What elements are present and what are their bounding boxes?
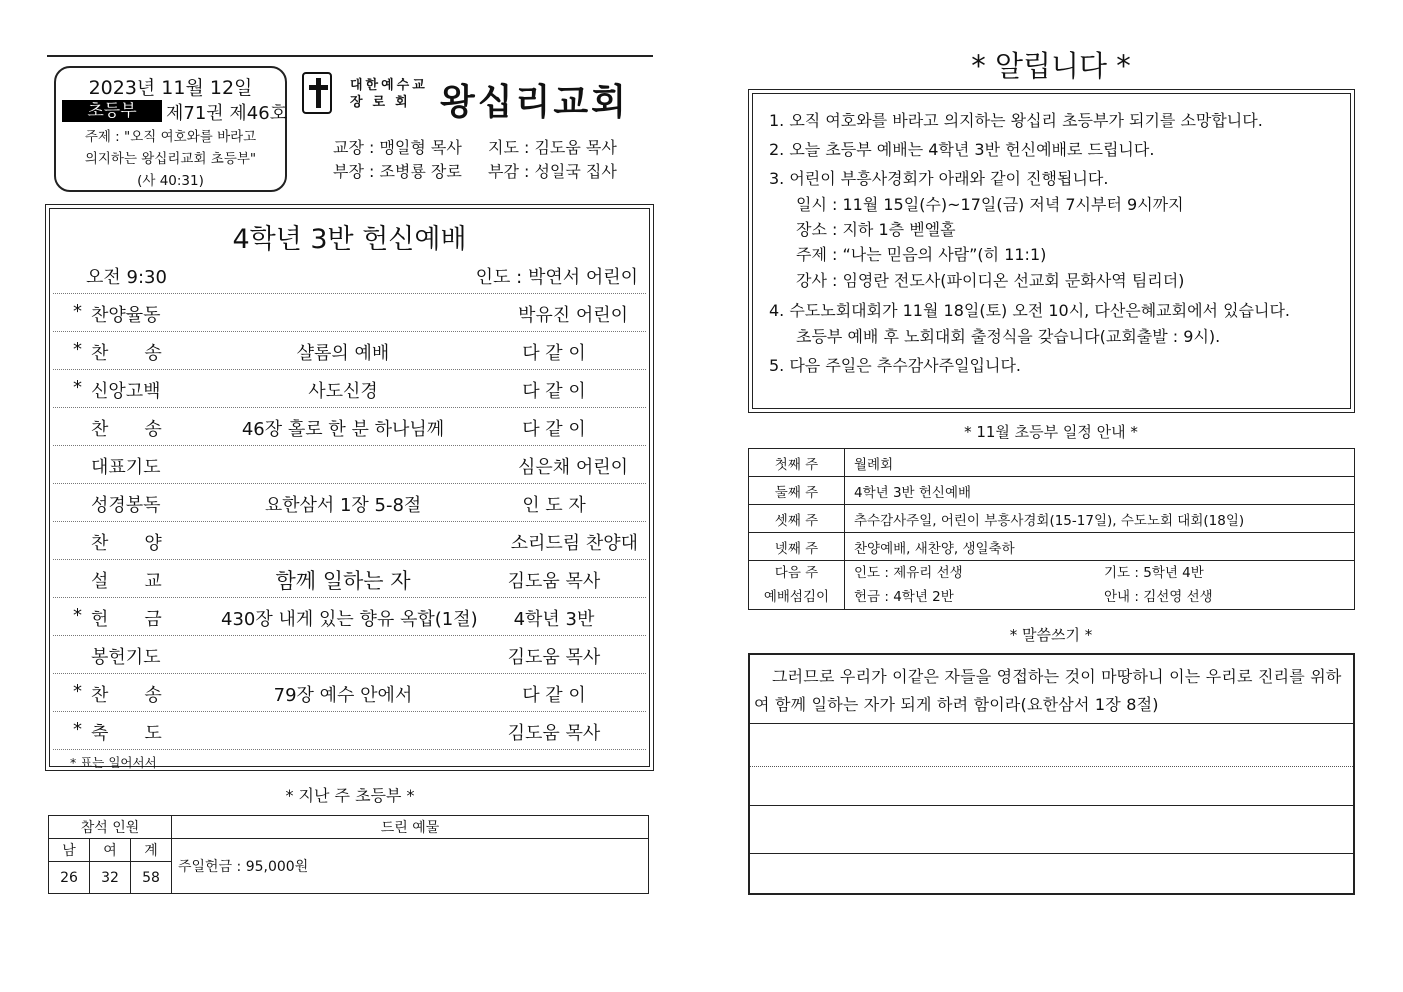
service-row xyxy=(53,446,646,484)
notice-item: 1. 오직 여호와를 바라고 의지하는 왕십리 초등부가 되기를 소망합니다. xyxy=(769,111,1263,130)
service-row xyxy=(53,712,646,750)
schedule-row xyxy=(749,505,1355,533)
service-row xyxy=(53,294,646,332)
theme-line-2: 의지하는 왕십리교회 초등부" xyxy=(84,151,257,167)
next-week-label xyxy=(749,561,845,610)
service-time-row xyxy=(53,256,646,294)
denomination-line-2: 장로회 xyxy=(350,95,418,110)
col-male: 남 xyxy=(49,839,90,862)
service-item-person: 김도움 목사 xyxy=(507,571,601,592)
writing-line xyxy=(750,853,1353,854)
schedule-week-value: 찬양예배, 새찬양, 생일축하 xyxy=(845,533,1355,561)
service-leader: 인도 : 박연서 어린이 xyxy=(475,267,638,288)
service-time: 오전 9:30 xyxy=(86,267,167,288)
standing-mark: * xyxy=(73,719,82,740)
notice-subitem: 장소 : 지하 1층 벧엘홀 xyxy=(796,220,956,239)
notice-subitem: 강사 : 임영란 전도사(파이디온 선교회 문화사역 팀리더) xyxy=(796,271,1185,290)
attendance-header: 참석 인원 xyxy=(49,816,172,839)
service-item-person: 다 같 이 xyxy=(522,685,586,706)
department-badge: 초등부 xyxy=(62,100,162,122)
date-box xyxy=(54,66,287,192)
schedule-week-value: 추수감사주일, 어린이 부흥사경회(15-17일), 수도노회 대회(18일) xyxy=(845,505,1355,533)
standing-mark: * xyxy=(73,681,82,702)
standing-mark: * xyxy=(73,377,82,398)
next-offering: 헌금 : 4학년 2반 xyxy=(854,589,954,605)
service-title: 4학년 3반 헌신예배 xyxy=(232,224,467,255)
service-row xyxy=(53,484,646,522)
schedule-row xyxy=(749,477,1355,505)
next-week-label-2: 예배섬김이 xyxy=(763,589,830,605)
standing-mark: * xyxy=(73,339,82,360)
last-week-title: * 지난 주 초등부 * xyxy=(285,786,415,805)
notice-subitem: 주제 : “나는 믿음의 사람”(히 11:1) xyxy=(796,245,1047,264)
next-week-label-1: 다음 주 xyxy=(774,565,819,581)
service-order-inner xyxy=(49,208,650,770)
service-item-name: 찬 송 xyxy=(91,419,162,440)
scripture-writing-box xyxy=(748,653,1355,895)
schedule-row xyxy=(749,449,1355,477)
schedule-week-value: 월례회 xyxy=(845,449,1355,477)
theme xyxy=(56,126,285,192)
service-row xyxy=(53,370,646,408)
schedule-week-label: 넷째 주 xyxy=(749,533,845,561)
service-item-name: 축 도 xyxy=(91,723,162,744)
volume-number: 제71권 제46호 xyxy=(166,103,288,124)
service-item-person: 4학년 3반 xyxy=(513,609,595,630)
service-row xyxy=(53,636,646,674)
schedule-row xyxy=(749,533,1355,561)
notice-subitem: 일시 : 11월 15일(수)~17일(금) 저녁 7시부터 9시까지 xyxy=(796,195,1184,214)
notices-inner xyxy=(752,93,1351,409)
service-item-name: 설 교 xyxy=(91,571,162,592)
next-week-servers-row xyxy=(749,561,1355,610)
service-item-content: 46장 홀로 한 분 하나님께 xyxy=(241,419,445,440)
count-total: 58 xyxy=(131,862,172,894)
theme-line-1: 주제 : "오직 여호와를 바라고 xyxy=(84,129,257,145)
service-item-name: 찬 양 xyxy=(91,533,162,554)
col-female: 여 xyxy=(90,839,131,862)
next-lead: 인도 : 제유리 선생 xyxy=(854,565,963,581)
offering-amount: 주일헌금 : 95,000원 xyxy=(172,839,649,894)
service-item-name: 봉헌기도 xyxy=(91,647,161,668)
top-rule xyxy=(47,55,653,57)
theme-reference: (사 40:31) xyxy=(137,173,204,189)
service-item-name: 찬 송 xyxy=(91,685,162,706)
service-item-person: 다 같 이 xyxy=(522,419,586,440)
service-item-name: 찬양율동 xyxy=(91,305,161,326)
scripture-text: 그러므로 우리가 이같은 자들을 영접하는 것이 마땅하니 이는 우리로 진리를 위하여 함께 일하는 자가 되게 하려 함이라(요한삼서 1장 8절) xyxy=(754,667,1342,714)
notice-subitem: 초등부 예배 후 노회대회 출정식을 갖습니다(교회출발 : 9시). xyxy=(796,327,1221,346)
standing-mark: * xyxy=(73,301,82,322)
schedule-title: * 11월 초등부 일정 안내 * xyxy=(964,423,1138,441)
count-female: 32 xyxy=(90,862,131,894)
staff-principal: 교장 : 맹일형 목사 xyxy=(333,138,462,157)
standing-note: * 표는 일어서서 xyxy=(70,755,157,770)
service-item-person: 박유진 어린이 xyxy=(517,305,628,326)
col-total: 계 xyxy=(131,839,172,862)
last-week-table xyxy=(48,815,649,894)
denomination-line-1: 대한예수교 xyxy=(350,78,428,93)
service-row xyxy=(53,674,646,712)
service-item-content: 함께 일하는 자 xyxy=(275,569,411,593)
service-row xyxy=(53,560,646,598)
notices-box xyxy=(748,89,1355,413)
bulletin-date: 2023년 11월 12일 xyxy=(88,77,253,99)
service-item-content: 요한삼서 1장 5-8절 xyxy=(264,495,422,516)
denomination-label xyxy=(350,77,428,111)
service-item-content: 79장 예수 안에서 xyxy=(273,685,413,706)
notice-item: 3. 어린이 부흥사경회가 아래와 같이 진행됩니다. xyxy=(769,169,1109,188)
service-row xyxy=(53,598,646,636)
next-week-servers xyxy=(845,561,1355,610)
notice-item: 2. 오늘 초등부 예배는 4학년 3반 헌신예배로 드립니다. xyxy=(769,140,1155,159)
service-item-name: 헌 금 xyxy=(91,609,162,630)
schedule-week-label: 셋째 주 xyxy=(749,505,845,533)
standing-mark: * xyxy=(73,605,82,626)
next-prayer: 기도 : 5학년 4반 xyxy=(1104,565,1204,581)
church-name-logo: 왕십리교회 xyxy=(440,81,629,123)
service-item-person: 인 도 자 xyxy=(522,495,586,516)
notice-item: 5. 다음 주일은 추수감사주일입니다. xyxy=(769,356,1021,375)
staff-supervisor: 부감 : 성일국 집사 xyxy=(488,162,617,181)
cross-icon xyxy=(302,72,332,114)
service-item-person: 김도움 목사 xyxy=(507,647,601,668)
service-item-person: 다 같 이 xyxy=(522,343,586,364)
scripture-writing-title: * 말씀쓰기 * xyxy=(1009,626,1093,644)
notices-title: * 알립니다 * xyxy=(971,49,1131,83)
staff-head: 부장 : 조병룡 장로 xyxy=(333,162,462,181)
next-guide: 안내 : 김선영 선생 xyxy=(1104,589,1213,605)
notice-item: 4. 수도노회대회가 11월 18일(토) 오전 10시, 다산은혜교회에서 있습니다. xyxy=(769,301,1291,320)
service-item-content: 샬롬의 예배 xyxy=(296,343,390,364)
schedule-week-label: 둘째 주 xyxy=(749,477,845,505)
service-item-name: 대표기도 xyxy=(91,457,161,478)
service-item-content: 사도신경 xyxy=(308,381,378,402)
service-row xyxy=(53,332,646,370)
writing-line xyxy=(750,723,1353,724)
service-item-person: 김도움 목사 xyxy=(507,723,601,744)
writing-line xyxy=(750,766,1353,767)
service-item-content: 430장 내게 있는 향유 옥합(1절) xyxy=(221,609,478,630)
schedule-week-label: 첫째 주 xyxy=(749,449,845,477)
schedule-week-value: 4학년 3반 헌신예배 xyxy=(845,477,1355,505)
schedule-table xyxy=(748,448,1355,610)
staff-advisor: 지도 : 김도움 목사 xyxy=(488,138,617,157)
service-item-name: 신앙고백 xyxy=(91,381,161,402)
writing-line xyxy=(750,805,1353,806)
service-row xyxy=(53,408,646,446)
service-item-person: 다 같 이 xyxy=(522,381,586,402)
service-item-name: 찬 송 xyxy=(91,343,162,364)
service-order-box xyxy=(45,204,654,771)
service-row xyxy=(53,522,646,560)
count-male: 26 xyxy=(49,862,90,894)
service-item-person: 심은채 어린이 xyxy=(517,457,628,478)
offering-header: 드린 예물 xyxy=(172,816,649,839)
staff-list xyxy=(333,136,617,184)
service-item-person: 소리드림 찬양대 xyxy=(510,533,638,554)
service-item-name: 성경봉독 xyxy=(91,495,161,516)
